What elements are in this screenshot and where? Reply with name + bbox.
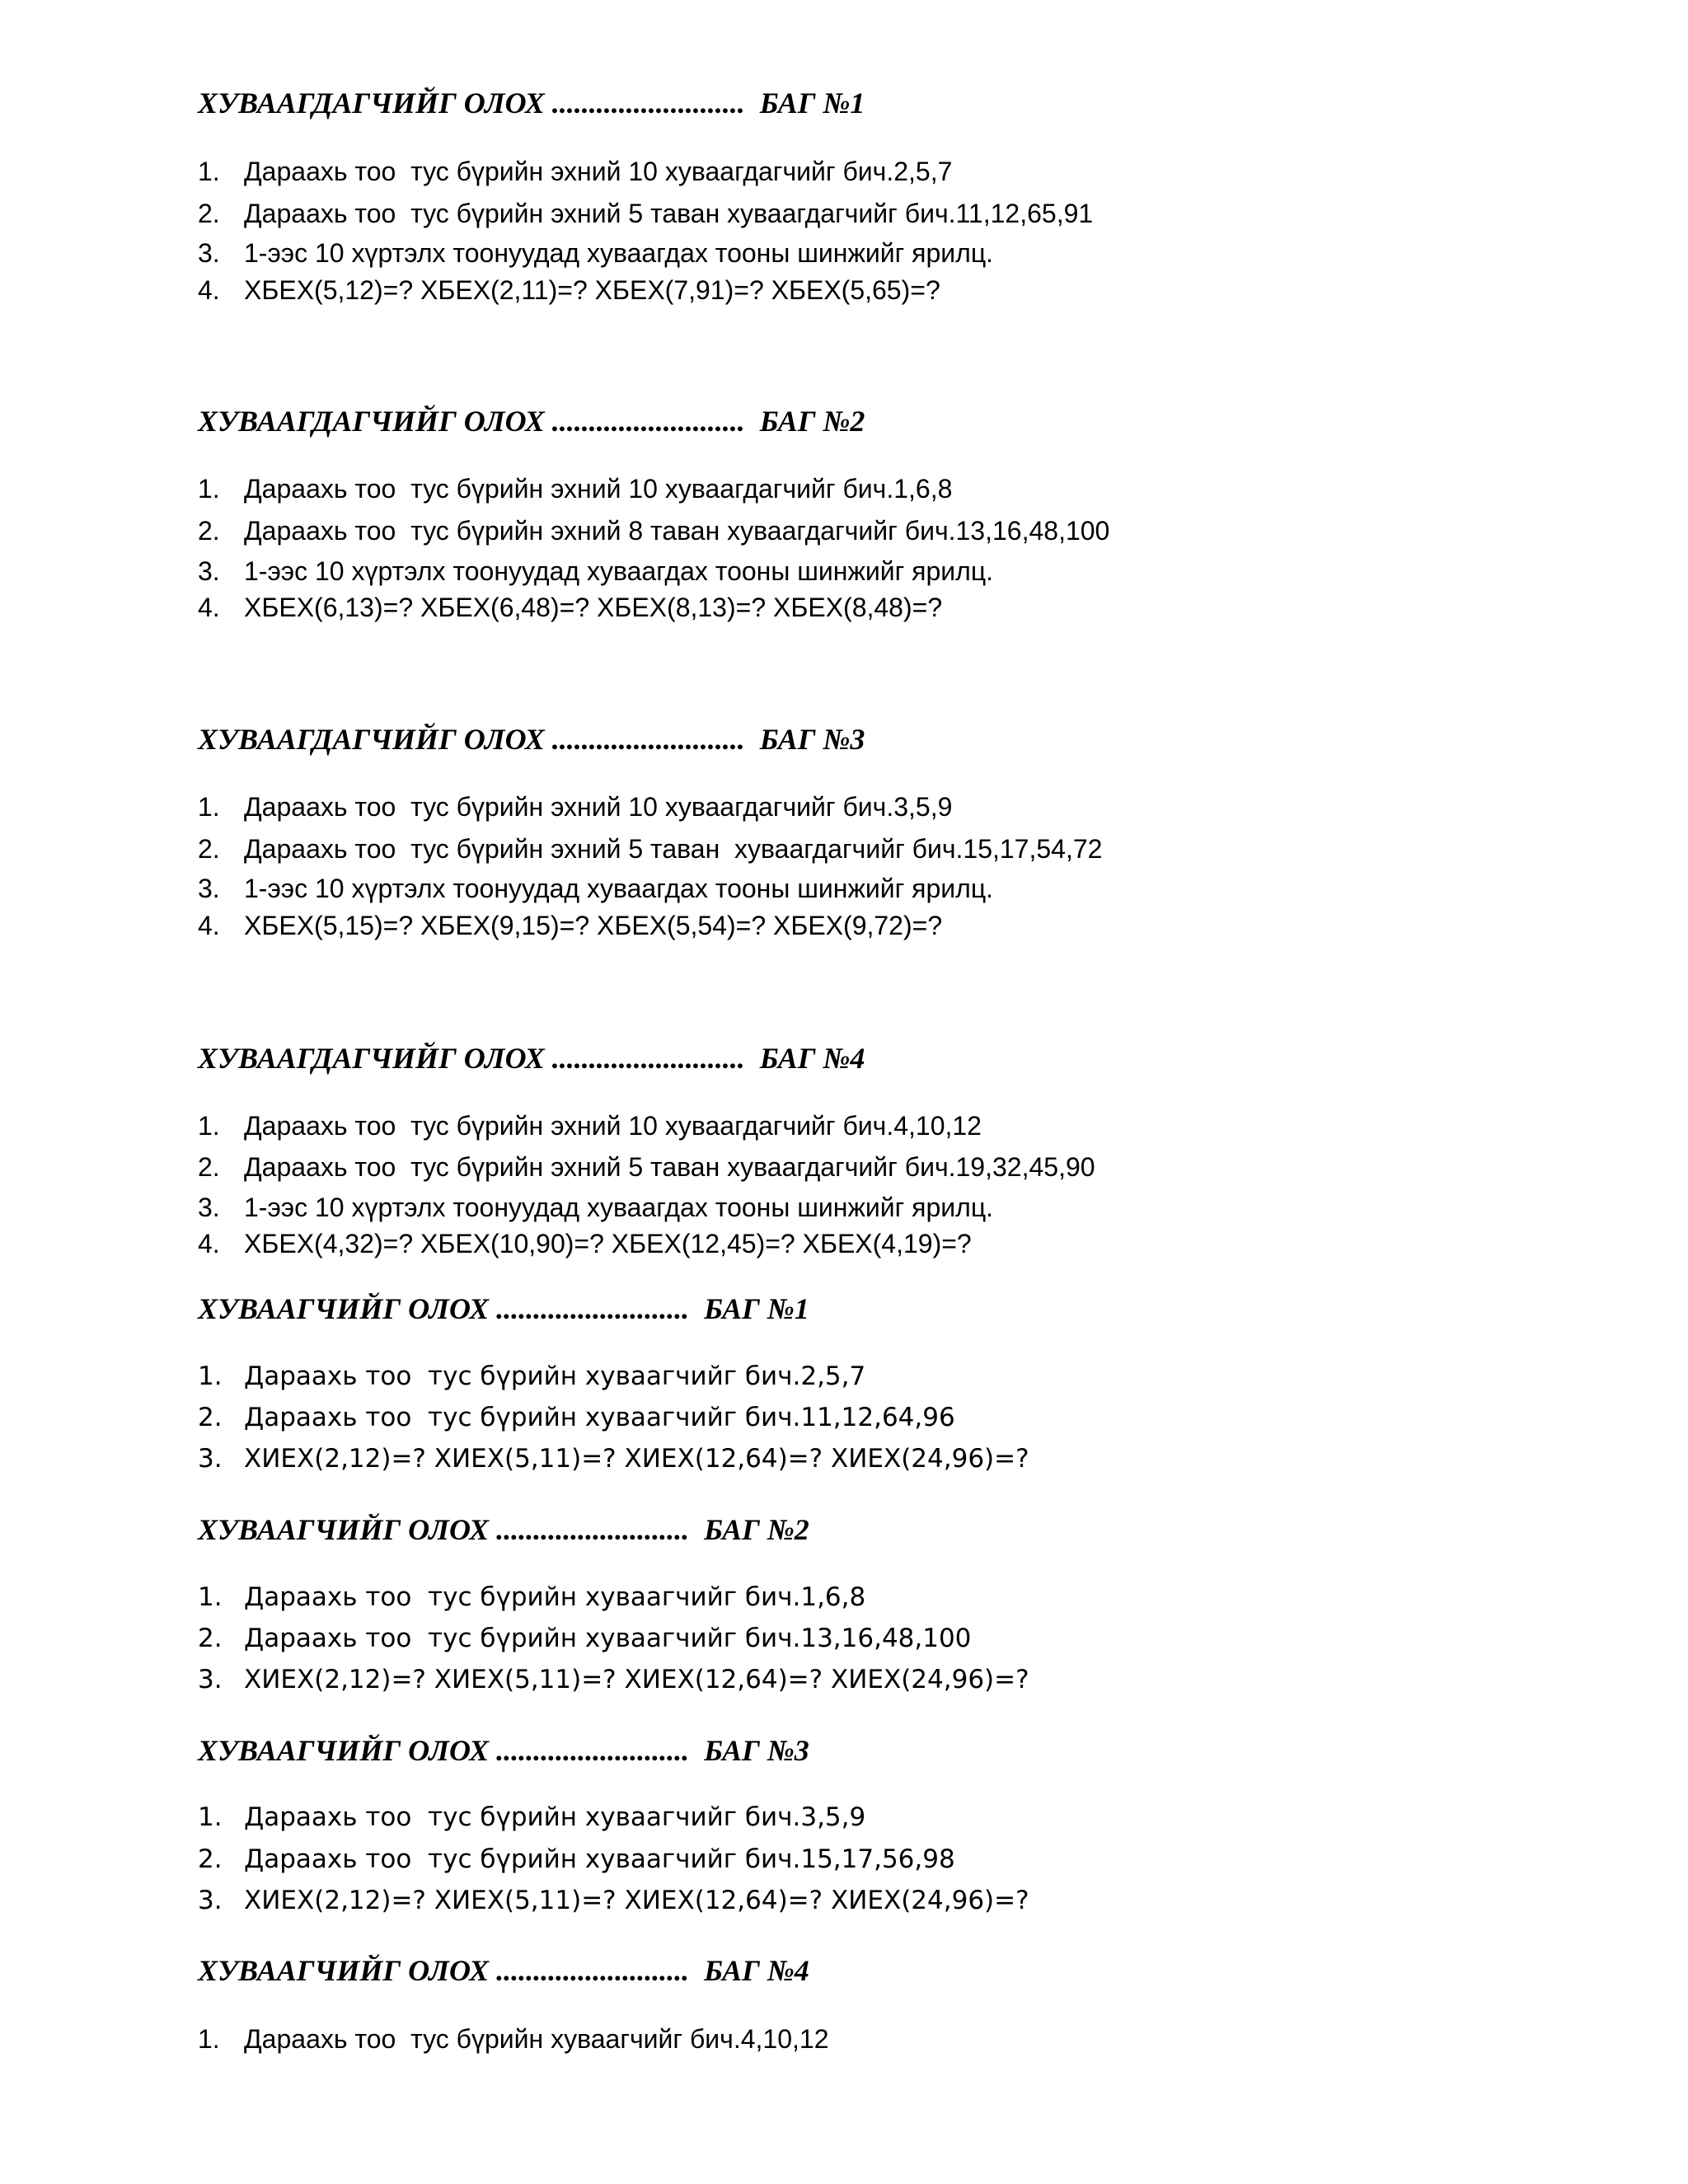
item-number: 1. <box>198 157 220 186</box>
item-number: 3. <box>198 1886 223 1915</box>
list-item <box>198 912 942 939</box>
item-number: 2. <box>198 199 220 228</box>
section-heading: ХУВААГДАГЧИЙГ ОЛОХ .......................... БАГ №1 <box>198 87 865 120</box>
section-heading: ХУВААГЧИЙГ ОЛОХ .......................... БАГ №3 <box>198 1734 809 1767</box>
item-number: 1. <box>198 1802 223 1832</box>
item-text: Дараахь тоо тус бүрийн хуваагчийг бич.1,6,8 <box>244 1582 866 1612</box>
item-text: Дараахь тоо тус бүрийн хуваагчийг бич.15,17,56,98 <box>244 1844 955 1874</box>
list-item <box>198 794 952 820</box>
item-number: 2. <box>198 834 220 864</box>
item-text: ХБЕХ(6,13)=? ХБЕХ(6,48)=? ХБЕХ(8,13)=? ХБЕХ(8,48)=? <box>244 593 943 622</box>
section-heading: ХУВААГЧИЙГ ОЛОХ .......................... БАГ №1 <box>198 1292 809 1325</box>
list-item <box>198 518 1109 544</box>
list-item <box>198 1113 982 1139</box>
list-item <box>198 277 940 303</box>
section-heading: ХУВААГДАГЧИЙГ ОЛОХ .......................... БАГ №4 <box>198 1042 865 1075</box>
list-item <box>198 200 1093 227</box>
item-number: 4. <box>198 275 220 305</box>
list-item <box>198 1802 866 1832</box>
item-number: 2. <box>198 1624 223 1653</box>
item-text: ХБЕХ(5,12)=? ХБЕХ(2,11)=? ХБЕХ(7,91)=? ХБЕХ(5,65)=? <box>244 275 940 305</box>
item-text: Дараахь тоо тус бүрийн хуваагчийг бич.2,5,7 <box>244 1361 866 1391</box>
item-number: 2. <box>198 1152 220 1182</box>
list-item <box>198 594 942 621</box>
item-number: 1. <box>198 1111 220 1141</box>
item-number: 3. <box>198 1193 220 1222</box>
item-text: 1-ээс 10 хүртэлх тоонуудад хуваагдах тооны шинжийг ярилц. <box>244 874 994 903</box>
list-item <box>198 1626 971 1652</box>
item-number: 1. <box>198 474 220 504</box>
item-text: Дараахь тоо тус бүрийн эхний 10 хуваагдагчийг бич.3,5,9 <box>244 792 953 822</box>
item-text: Дараахь тоо тус бүрийн хуваагчийг бич.11,12,64,96 <box>244 1403 955 1432</box>
section-heading: ХУВААГДАГЧИЙГ ОЛОХ .......................... БАГ №3 <box>198 723 865 756</box>
item-text: 1-ээс 10 хүртэлх тоонуудад хуваагдах тооны шинжийг ярилц. <box>244 556 994 586</box>
item-number: 2. <box>198 1403 223 1432</box>
list-item <box>198 1667 1029 1693</box>
item-number: 3. <box>198 556 220 586</box>
section-heading: ХУВААГЧИЙГ ОЛОХ .......................... БАГ №2 <box>198 1513 809 1546</box>
item-number: 4. <box>198 1229 220 1258</box>
item-number: 3. <box>198 238 220 268</box>
list-item <box>198 1582 866 1612</box>
item-text: Дараахь тоо тус бүрийн хуваагчийг бич.13,16,48,100 <box>244 1624 972 1653</box>
item-text: Дараахь тоо тус бүрийн эхний 10 хуваагдагчийг бич.1,6,8 <box>244 474 953 504</box>
section-heading: ХУВААГЧИЙГ ОЛОХ .......................... БАГ №4 <box>198 1954 809 1987</box>
list-item <box>198 2026 829 2052</box>
list-item <box>198 558 993 584</box>
item-text: 1-ээс 10 хүртэлх тоонуудад хуваагдах тооны шинжийг ярилц. <box>244 1193 994 1222</box>
list-item <box>198 158 952 185</box>
item-text: ХИЕХ(2,12)=? ХИЕХ(5,11)=? ХИЕХ(12,64)=? ХИЕХ(24,96)=? <box>244 1886 1029 1915</box>
list-item <box>198 875 993 902</box>
item-text: Дараахь тоо тус бүрийн эхний 5 таван хуваагдагчийг бич.15,17,54,72 <box>244 834 1103 864</box>
item-text: ХБЕХ(4,32)=? ХБЕХ(10,90)=? ХБЕХ(12,45)=? ХБЕХ(4,19)=? <box>244 1229 972 1258</box>
item-text: ХИЕХ(2,12)=? ХИЕХ(5,11)=? ХИЕХ(12,64)=? ХИЕХ(24,96)=? <box>244 1665 1029 1694</box>
list-item <box>198 1194 993 1221</box>
list-item <box>198 1154 1095 1180</box>
item-number: 1. <box>198 1361 223 1391</box>
item-number: 1. <box>198 2024 220 2054</box>
item-text: Дараахь тоо тус бүрийн эхний 5 таван хуваагдагчийг бич.11,12,65,91 <box>244 199 1094 228</box>
item-number: 1. <box>198 792 220 822</box>
item-text: ХИЕХ(2,12)=? ХИЕХ(5,11)=? ХИЕХ(12,64)=? ХИЕХ(24,96)=? <box>244 1444 1029 1474</box>
item-number: 2. <box>198 516 220 546</box>
item-number: 4. <box>198 911 220 940</box>
item-text: Дараахь тоо тус бүрийн эхний 8 таван хуваагдагчийг бич.13,16,48,100 <box>244 516 1110 546</box>
section-heading: ХУВААГДАГЧИЙГ ОЛОХ .......................... БАГ №2 <box>198 405 865 438</box>
list-item <box>198 240 993 266</box>
item-text: Дараахь тоо тус бүрийн эхний 5 таван хуваагдагчийг бич.19,32,45,90 <box>244 1152 1095 1182</box>
item-text: Дараахь тоо тус бүрийн эхний 10 хуваагдагчийг бич.4,10,12 <box>244 1111 982 1141</box>
list-item <box>198 1405 955 1431</box>
list-item <box>198 1844 955 1874</box>
list-item <box>198 1230 972 1257</box>
list-item <box>198 1446 1029 1472</box>
item-number: 3. <box>198 1665 223 1694</box>
item-number: 1. <box>198 1582 223 1612</box>
list-item <box>198 476 952 502</box>
item-text: ХБЕХ(5,15)=? ХБЕХ(9,15)=? ХБЕХ(5,54)=? ХБЕХ(9,72)=? <box>244 911 943 940</box>
item-text: Дараахь тоо тус бүрийн хуваагчийг бич.3,5,9 <box>244 1802 866 1832</box>
list-item <box>198 836 1102 862</box>
item-text: Дараахь тоо тус бүрийн эхний 10 хуваагдагчийг бич.2,5,7 <box>244 157 953 186</box>
item-text: Дараахь тоо тус бүрийн хуваагчийг бич.4,10,12 <box>244 2024 829 2054</box>
item-number: 4. <box>198 593 220 622</box>
list-item <box>198 1361 866 1391</box>
item-number: 3. <box>198 1444 223 1474</box>
item-number: 3. <box>198 874 220 903</box>
list-item <box>198 1888 1029 1914</box>
item-text: 1-ээс 10 хүртэлх тоонуудад хуваагдах тооны шинжийг ярилц. <box>244 238 994 268</box>
item-number: 2. <box>198 1844 223 1874</box>
